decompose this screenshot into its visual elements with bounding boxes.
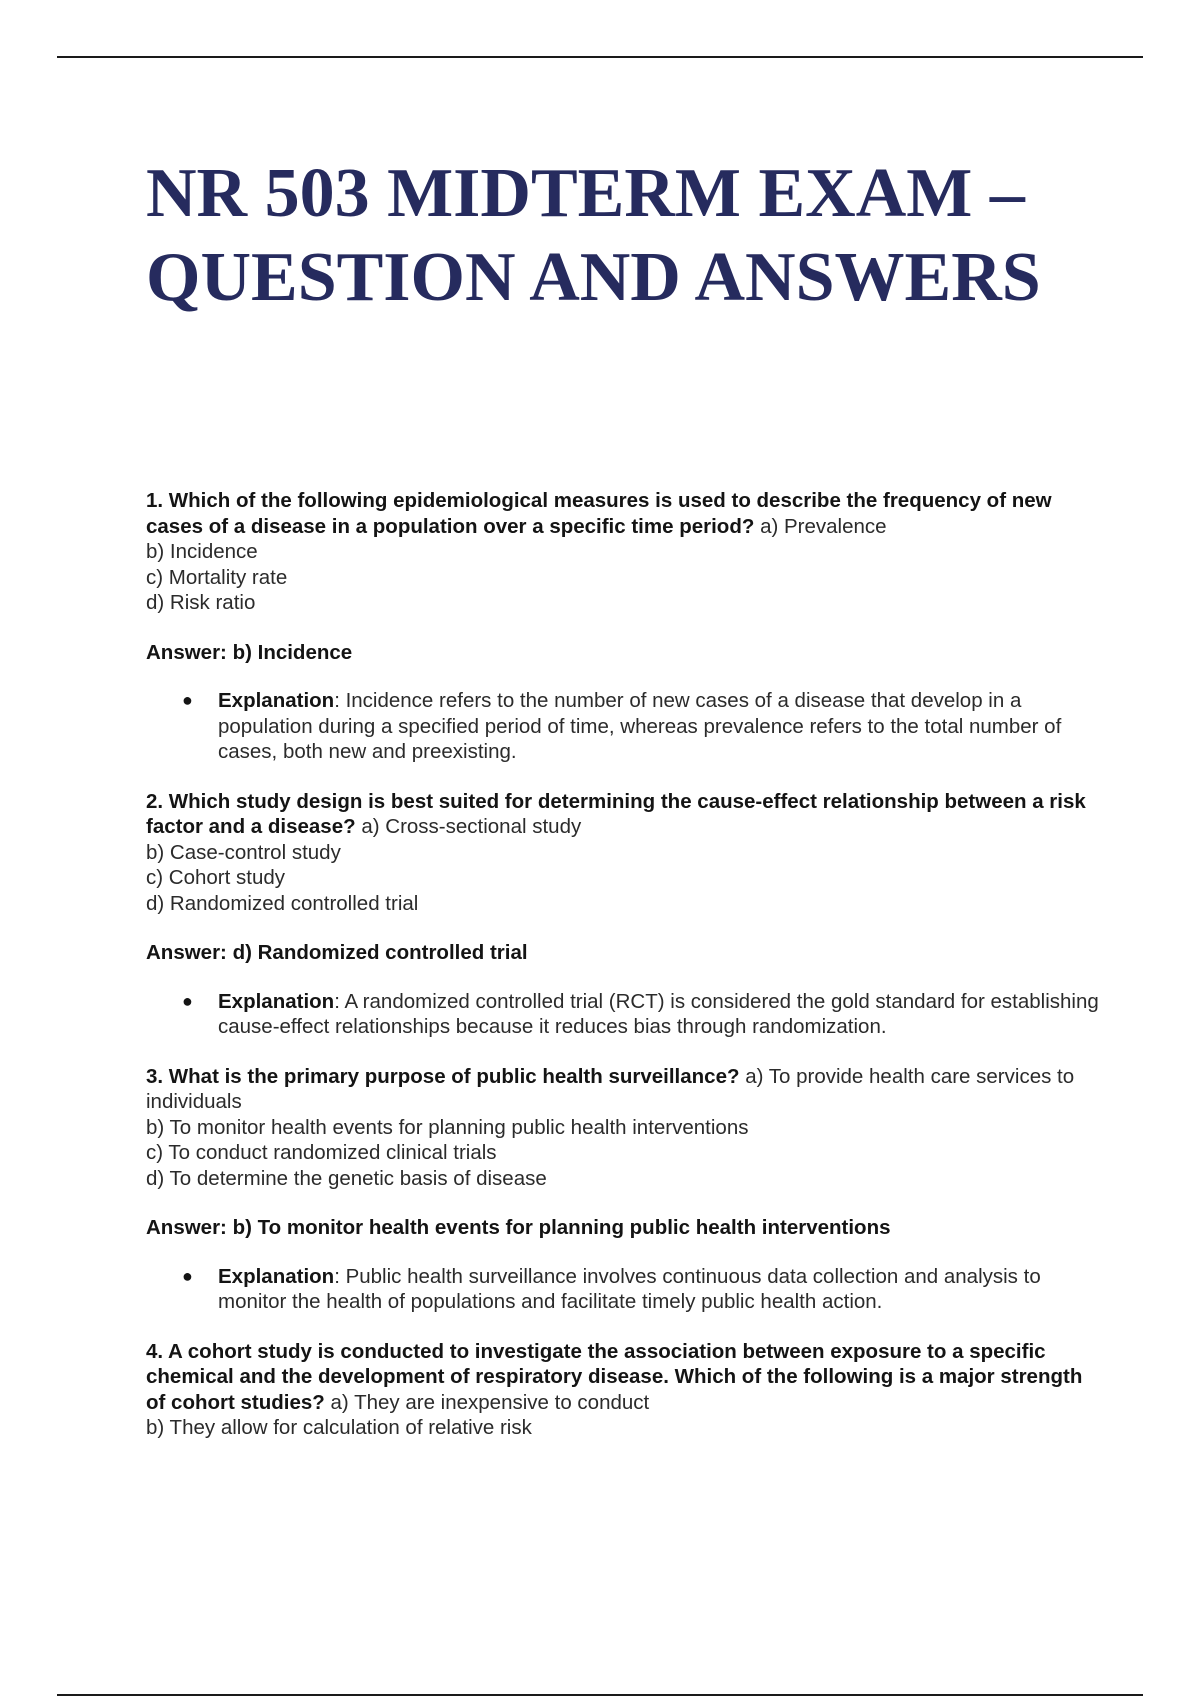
question-2-option-c: c) Cohort study [146, 866, 285, 889]
question-list [146, 488, 1106, 1441]
question-4-option-b: b) They allow for calculation of relative risk [146, 1416, 532, 1439]
question-4-text: 4. A cohort study is conducted to investigate the association between exposure to a specific chemical and the development of respiratory disease. Which of the following is a major strength of cohort studies? [146, 1339, 1083, 1414]
question-3-answer: Answer: b) To monitor health events for planning public health interventions [146, 1216, 891, 1239]
question-1-explanation [146, 688, 1106, 765]
question-1-text: 1. Which of the following epidemiological measures is used to describe the frequency of new cases of a disease in a population over a specific time period? [146, 489, 1052, 538]
question-1-answer: Answer: b) Incidence [146, 640, 353, 664]
question-2-option-d: d) Randomized controlled trial [146, 891, 419, 915]
document-title [146, 152, 1106, 320]
question-3 [146, 1064, 1106, 1192]
footer-rule [57, 1694, 1143, 1696]
question-2-text: 2. Which study design is best suited for determining the cause-effect relationship between a risk factor and a disease? [146, 789, 1086, 838]
question-3-option-b: b) To monitor health events for planning public health interventions [146, 1115, 749, 1139]
title-line-1: NR 503 MIDTERM EXAM – [146, 155, 1025, 232]
question-3-option-a: a) To provide health care services to individuals [146, 1064, 1075, 1113]
question-4 [146, 1339, 1106, 1441]
question-1 [146, 488, 1106, 616]
question-3-explanation-text: : Public health surveillance involves continuous data collection and analysis to monitor the health of populations and facilitate timely public health action. [218, 1264, 1041, 1313]
question-2-answer: Answer: d) Randomized controlled trial [146, 941, 528, 964]
title-line-2: QUESTION AND ANSWERS [146, 239, 1041, 316]
question-3-option-d: d) To determine the genetic basis of disease [146, 1166, 547, 1190]
question-4-option-a: a) They are inexpensive to conduct [330, 1390, 650, 1414]
question-3-option-c: c) To conduct randomized clinical trials [146, 1141, 497, 1164]
question-3-explanation [146, 1264, 1106, 1315]
header-rule [57, 56, 1143, 58]
explanation-label: Explanation [218, 989, 335, 1013]
question-2-option-a: a) Cross-sectional study [361, 815, 582, 838]
question-1-explanation-text: : Incidence refers to the number of new cases of a disease that develop in a population during a specified period of time, whereas prevalence refers to the total number of cases, both new and preexisting. [218, 689, 1062, 763]
bullet-icon: ● [182, 690, 193, 710]
explanation-label: Explanation [218, 1264, 335, 1288]
question-2-explanation [146, 989, 1106, 1040]
bullet-icon: ● [182, 990, 193, 1011]
bullet-icon: ● [182, 1265, 193, 1286]
question-1-option-c: c) Mortality rate [146, 565, 288, 589]
question-2-option-b: b) Case-control study [146, 840, 341, 864]
question-2-explanation-text: : A randomized controlled trial (RCT) is considered the gold standard for establishing cause-effect relationships because it reduces bias through randomization. [218, 989, 1099, 1038]
question-1-option-d: d) Risk ratio [146, 591, 256, 614]
question-3-text: 3. What is the primary purpose of public health surveillance? [146, 1064, 740, 1088]
question-1-option-b: b) Incidence [146, 540, 258, 563]
question-2 [146, 789, 1106, 917]
question-1-option-a: a) Prevalence [760, 514, 887, 538]
explanation-label: Explanation [218, 689, 335, 712]
